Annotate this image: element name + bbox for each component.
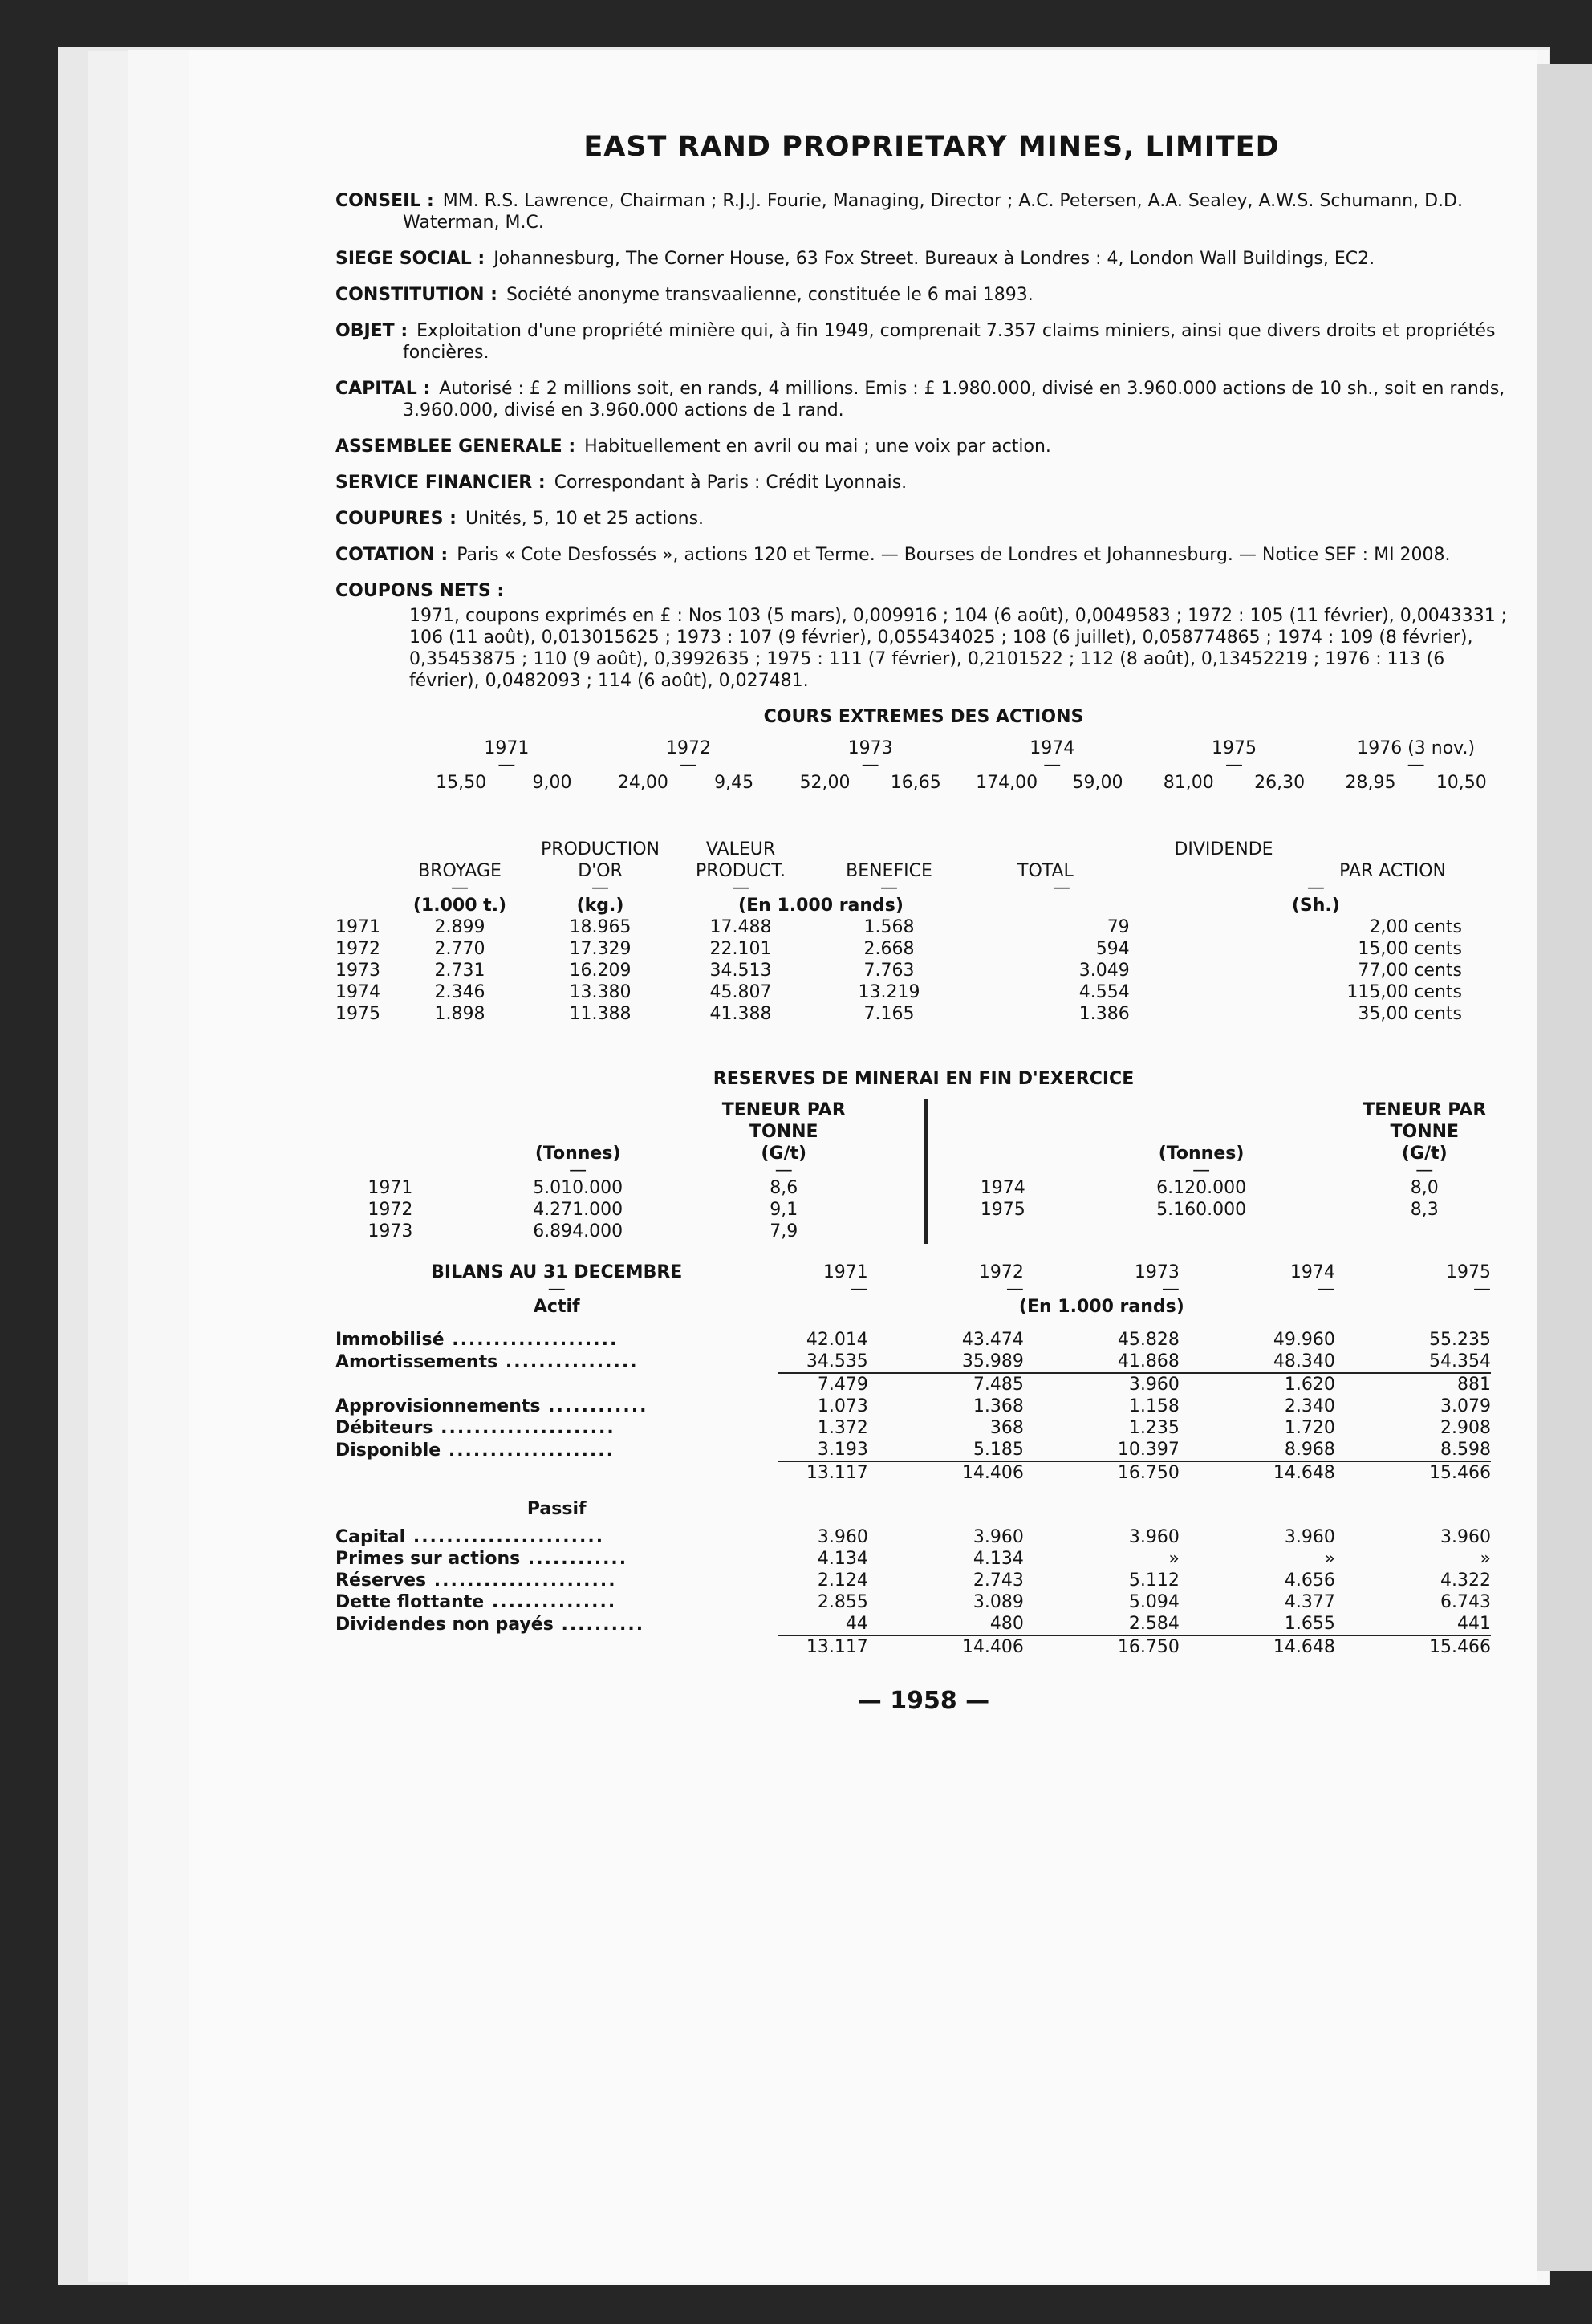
bilan-value: 2.743 <box>973 1570 1024 1591</box>
bilan-value: 7.479 <box>817 1375 868 1395</box>
actif-row <box>335 1329 1491 1351</box>
bilan-value: 1.073 <box>817 1396 868 1416</box>
bilan-value: 43.474 <box>961 1330 1024 1350</box>
reserve-teneur: 8,6 <box>770 1178 798 1198</box>
production-row <box>335 960 1478 981</box>
info-assemblee: ASSEMBLEE GENERALE : Habituellement en avril ou mai ; une voix par action. <box>335 437 1051 457</box>
bilan-label: Capital ....................... <box>335 1527 605 1547</box>
bilan-value: 2.124 <box>817 1570 868 1591</box>
bilan-value: 1.655 <box>1284 1614 1335 1634</box>
cours-value: 52,00 <box>799 773 851 793</box>
info-paragraphs <box>335 190 1512 692</box>
info-coupures: COUPURES : Unités, 5, 10 et 25 actions. <box>335 509 705 529</box>
dot-leader: .......... <box>553 1614 645 1635</box>
unit-money: (En 1.000 rands) <box>738 896 904 916</box>
actif-row <box>335 1417 1491 1439</box>
bilan-value: 1.372 <box>817 1418 868 1438</box>
col-dividende: DIVIDENDE <box>1174 839 1273 859</box>
reserves-col-teneur-right: TENEUR PAR TONNE <box>1363 1100 1487 1142</box>
info-capital: CAPITAL : Autorisé : £ 2 millions soit, en rands, 4 millions. Emis : £ 1.980.000, divisé en 3.960.000 actions de 10 sh., soit en rands, 3.960.000, divisé en 3.960.000 actions de 1 rand. <box>335 379 1505 421</box>
cell-par-action: 35,00 cents <box>1358 1004 1462 1024</box>
reserve-year: 1972 <box>368 1200 413 1220</box>
bilan-value: 2.340 <box>1284 1396 1335 1416</box>
cell-broyage: 2.346 <box>434 982 485 1002</box>
bilan-value: » <box>1480 1549 1491 1569</box>
reserves-right-table: (Tonnes) TENEUR PAR TONNE (G/t) — — 1974 6.120.000 8,0 1975 5.160.000 8,3 <box>953 1099 1499 1221</box>
bilan-value: 3.960 <box>1128 1375 1180 1395</box>
page-number: — 1958 — <box>857 1687 990 1715</box>
bilans-year: 1974 <box>1289 1262 1335 1282</box>
cell-benefice: 1.568 <box>863 917 915 937</box>
dot-leader: ................ <box>497 1351 639 1372</box>
dot-leader: ............... <box>484 1592 617 1612</box>
cours-value: 24,00 <box>617 773 668 793</box>
cours-heading: COURS EXTREMES DES ACTIONS <box>763 707 1084 727</box>
bilan-value: 14.406 <box>961 1637 1024 1657</box>
reserves-col-tonnes-right: (Tonnes) <box>1158 1144 1245 1164</box>
bilan-value: 3.193 <box>817 1440 868 1460</box>
reserve-year: 1974 <box>980 1178 1025 1198</box>
cell-benefice: 2.668 <box>863 939 915 959</box>
reserve-year: 1971 <box>368 1178 413 1198</box>
cell-par-action: 115,00 cents <box>1346 982 1462 1002</box>
col-benefice: BENEFICE <box>846 861 932 881</box>
bilan-value: 441 <box>1457 1614 1491 1634</box>
reserve-row <box>953 1199 1499 1221</box>
reserve-teneur: 7,9 <box>770 1221 798 1241</box>
passif-total-row <box>335 1636 1491 1658</box>
reserves-col-unit: (G/t) <box>761 1144 807 1164</box>
bilan-label: Primes sur actions ............ <box>335 1549 628 1569</box>
facing-page-edge <box>1533 64 1592 2271</box>
bilan-value: 15.466 <box>1429 1463 1491 1483</box>
bilan-value: 14.648 <box>1273 1637 1335 1657</box>
reserves-col-teneur: TENEUR PAR TONNE <box>721 1100 846 1142</box>
bilan-value: 3.960 <box>1440 1527 1491 1547</box>
cours-value: 81,00 <box>1163 773 1214 793</box>
reserve-tonnes: 4.271.000 <box>533 1200 623 1220</box>
cell-benefice: 13.219 <box>858 982 920 1002</box>
row-year: 1971 <box>335 917 380 937</box>
col-production: PRODUCTION D'OR <box>541 839 660 881</box>
col-par-action: PAR ACTION <box>1339 861 1446 881</box>
bilan-value: 1.158 <box>1128 1396 1180 1416</box>
col-valeur: VALEUR PRODUCT. <box>695 839 786 881</box>
production-row <box>335 1003 1478 1025</box>
bilan-value: 2.908 <box>1440 1418 1491 1438</box>
reserve-tonnes: 6.120.000 <box>1156 1178 1247 1198</box>
bilan-value: 35.989 <box>961 1351 1024 1371</box>
bilan-value: 4.656 <box>1284 1570 1335 1591</box>
cell-production: 11.388 <box>569 1004 632 1024</box>
bilan-value: 45.828 <box>1117 1330 1180 1350</box>
actif-net-row <box>335 1374 1491 1396</box>
reserves-heading: RESERVES DE MINERAI EN FIN D'EXERCICE <box>713 1069 1135 1089</box>
bilan-label: Immobilisé .................... <box>335 1330 619 1350</box>
bilan-value: 49.960 <box>1273 1330 1335 1350</box>
actif-row <box>335 1396 1491 1417</box>
bilan-value: 1.368 <box>973 1396 1024 1416</box>
cell-total: 3.049 <box>1078 961 1130 981</box>
dot-leader: .................... <box>441 1440 615 1461</box>
bilan-label: Approvisionnements ............ <box>335 1396 648 1416</box>
passif-label: Passif <box>526 1499 587 1519</box>
bilan-value: 7.485 <box>973 1375 1024 1395</box>
cell-par-action: 2,00 cents <box>1369 917 1462 937</box>
dot-leader: ....................... <box>405 1527 605 1547</box>
bilan-value: 480 <box>989 1614 1024 1634</box>
info-service: SERVICE FINANCIER : Correspondant à Paris : Crédit Lyonnais. <box>335 473 908 493</box>
bilan-value: 3.960 <box>1128 1527 1180 1547</box>
bilan-value: 13.117 <box>806 1463 868 1483</box>
cell-broyage: 2.731 <box>434 961 485 981</box>
bilan-value: 6.743 <box>1440 1592 1491 1612</box>
bilan-value: 41.868 <box>1117 1351 1180 1371</box>
bilan-value: 5.112 <box>1128 1570 1180 1591</box>
bilan-value: 48.340 <box>1273 1351 1335 1371</box>
bilans-year: 1971 <box>822 1262 868 1282</box>
reserve-row <box>335 1221 857 1242</box>
bilan-value: 14.648 <box>1273 1463 1335 1483</box>
unit-production: (kg.) <box>576 896 624 916</box>
cours-value: 26,30 <box>1254 773 1306 793</box>
cours-year: 1974 <box>1030 738 1075 758</box>
actif-row <box>335 1439 1491 1461</box>
bilan-label: Disponible .................... <box>335 1440 615 1461</box>
info-siege: SIEGE SOCIAL : Johannesburg, The Corner House, 63 Fox Street. Bureaux à Londres : 4, London Wall Buildings, EC2. <box>335 249 1375 269</box>
bilan-value: 4.134 <box>817 1549 868 1569</box>
bilan-value: 3.960 <box>817 1527 868 1547</box>
dot-leader: ..................... <box>433 1418 615 1438</box>
bilan-label: Réserves ...................... <box>335 1570 617 1591</box>
cours-value: 59,00 <box>1072 773 1123 793</box>
cours-value: 174,00 <box>976 773 1038 793</box>
cell-par-action: 77,00 cents <box>1358 961 1462 981</box>
cell-broyage: 2.899 <box>434 917 485 937</box>
bilans-year: 1972 <box>978 1262 1024 1282</box>
cours-table: 1971 1972 1973 1974 1975 1976 (3 nov.) — — — — — — 15,50 9,00 24,00 9,45 52,00 16,65 174,00 59,00 81,00 26,30 28,95 10,50 <box>416 737 1507 794</box>
bilan-value: 10.397 <box>1117 1440 1180 1460</box>
cours-year: 1976 (3 nov.) <box>1357 738 1476 758</box>
bilan-value: 8.968 <box>1284 1440 1335 1460</box>
bilan-value: 42.014 <box>806 1330 868 1350</box>
bilan-value: 5.094 <box>1128 1592 1180 1612</box>
passif-row <box>335 1526 1491 1548</box>
bilan-value: 16.750 <box>1117 1463 1180 1483</box>
bilan-label: Dette flottante ............... <box>335 1592 617 1612</box>
cours-value: 28,95 <box>1345 773 1396 793</box>
cours-value: 9,00 <box>532 773 572 793</box>
cours-value: 16,65 <box>890 773 941 793</box>
bilan-label <box>335 1374 778 1396</box>
reserves-left-table: (Tonnes) TENEUR PAR TONNE (G/t) — — 1971 5.010.000 8,6 1972 4.271.000 9,1 1973 6.894.000 7,9 <box>335 1099 857 1242</box>
reserve-teneur: 9,1 <box>770 1200 798 1220</box>
bilan-value: 14.406 <box>961 1463 1024 1483</box>
bilan-label: Débiteurs ..................... <box>335 1418 615 1438</box>
cours-value: 10,50 <box>1436 773 1487 793</box>
cell-benefice: 7.763 <box>863 961 915 981</box>
info-objet: OBJET : Exploitation d'une propriété minière qui, à fin 1949, comprenait 7.357 claims miniers, ainsi que divers droits et propriétés foncières. <box>335 321 1496 363</box>
bilans-year: 1973 <box>1134 1262 1180 1282</box>
production-table: BROYAGE PRODUCTION D'OR VALEUR PRODUCT. BENEFICE DIVIDENDE TOTAL PAR ACTION — — — — — — (1.000 t.) (kg.) (En 1.000 rands) (Sh.) 1971 2.899 18.965 17.488 1.568 79 2,00 cents 1972 2.770 17.329 22.101 2.668 594 15,00 cents 1973 2.731 16.209 34.513 7.763 3.049 77,00 cents 1974 2.346 13.380 45.807 13.219 4.554 115,00 cents 1975 1.898 11.388 41.388 7.165 1.386 35,00 cents <box>335 839 1478 1025</box>
bilan-value: 34.535 <box>806 1351 868 1371</box>
actif-label: Actif <box>533 1297 580 1317</box>
bilan-label <box>335 1636 778 1658</box>
bilan-value: 1.720 <box>1284 1418 1335 1438</box>
reserves-col-unit-right: (G/t) <box>1401 1144 1448 1164</box>
bilan-value: 2.855 <box>817 1592 868 1612</box>
info-cotation: COTATION : Paris « Cote Desfossés », actions 120 et Terme. — Bourses de Londres et Johannesburg. — Notice SEF : MI 2008. <box>335 545 1451 565</box>
cell-production: 16.209 <box>569 961 632 981</box>
cours-value: 9,45 <box>714 773 754 793</box>
cours-year: 1971 <box>484 738 530 758</box>
passif-row <box>335 1548 1491 1570</box>
reserve-tonnes: 5.160.000 <box>1156 1200 1247 1220</box>
bilan-value: » <box>1168 1549 1180 1569</box>
bilan-label <box>335 1462 778 1484</box>
bilan-value: 16.750 <box>1117 1637 1180 1657</box>
bilan-value: 8.598 <box>1440 1440 1491 1460</box>
cell-broyage: 2.770 <box>434 939 485 959</box>
bilan-value: 55.235 <box>1429 1330 1491 1350</box>
dot-leader: ............ <box>540 1396 648 1416</box>
cell-par-action: 15,00 cents <box>1358 939 1462 959</box>
cell-total: 4.554 <box>1078 982 1130 1002</box>
cell-valeur: 45.807 <box>709 982 772 1002</box>
reserve-teneur: 8,0 <box>1410 1178 1439 1198</box>
row-year: 1974 <box>335 982 380 1002</box>
production-row <box>335 981 1478 1003</box>
passif-row <box>335 1591 1491 1613</box>
reserve-year: 1975 <box>980 1200 1025 1220</box>
production-row <box>335 916 1478 938</box>
dot-leader: ...................... <box>426 1570 617 1591</box>
reserve-row <box>335 1199 857 1221</box>
reserve-year: 1973 <box>368 1221 413 1241</box>
reserve-teneur: 8,3 <box>1410 1200 1439 1220</box>
passif-row <box>335 1613 1491 1635</box>
row-year: 1972 <box>335 939 380 959</box>
bilan-value: 13.117 <box>806 1637 868 1657</box>
bilan-value: 3.089 <box>973 1592 1024 1612</box>
bilan-value: 2.584 <box>1128 1614 1180 1634</box>
bilan-value: 4.322 <box>1440 1570 1491 1591</box>
actif-total-row <box>335 1462 1491 1484</box>
bilans-unit: (En 1.000 rands) <box>1018 1297 1184 1317</box>
company-title: EAST RAND PROPRIETARY MINES, LIMITED <box>583 131 1280 163</box>
bilan-value: 881 <box>1457 1375 1491 1395</box>
dot-leader: ............ <box>520 1549 628 1569</box>
cell-valeur: 34.513 <box>709 961 772 981</box>
bilan-value: 4.377 <box>1284 1592 1335 1612</box>
reserve-row <box>953 1177 1499 1199</box>
cours-value: 15,50 <box>436 773 487 793</box>
page-content <box>335 131 1512 1715</box>
dot-leader: .................... <box>444 1330 619 1350</box>
bilan-value: 3.079 <box>1440 1396 1491 1416</box>
bilan-value: 54.354 <box>1429 1351 1491 1371</box>
bilan-value: 4.134 <box>973 1549 1024 1569</box>
bilan-value: 5.185 <box>973 1440 1024 1460</box>
reserves-col-tonnes: (Tonnes) <box>534 1144 621 1164</box>
cell-production: 13.380 <box>569 982 632 1002</box>
cours-year: 1972 <box>665 738 711 758</box>
cell-valeur: 22.101 <box>709 939 772 959</box>
cell-valeur: 17.488 <box>709 917 772 937</box>
unit-sh: (Sh.) <box>1291 896 1340 916</box>
bilan-value: » <box>1324 1549 1335 1569</box>
bilan-value: 3.960 <box>973 1527 1024 1547</box>
unit-broyage: (1.000 t.) <box>412 896 507 916</box>
reserve-tonnes: 5.010.000 <box>533 1178 623 1198</box>
row-year: 1975 <box>335 1004 380 1024</box>
col-broyage: BROYAGE <box>418 861 502 881</box>
reserve-tonnes: 6.894.000 <box>533 1221 623 1241</box>
bilan-value: 44 <box>845 1614 868 1634</box>
production-row <box>335 938 1478 960</box>
passif-row <box>335 1570 1491 1591</box>
cell-production: 17.329 <box>569 939 632 959</box>
cours-year: 1973 <box>847 738 893 758</box>
bilan-value: 368 <box>989 1418 1024 1438</box>
cell-broyage: 1.898 <box>434 1004 485 1024</box>
info-constitution: CONSTITUTION : Société anonyme transvaalienne, constituée le 6 mai 1893. <box>335 285 1034 305</box>
bilan-value: 1.620 <box>1284 1375 1335 1395</box>
reserve-row <box>335 1177 857 1199</box>
reserves-divider <box>924 1099 928 1244</box>
reserves-block <box>335 1099 1512 1260</box>
cell-total: 1.386 <box>1078 1004 1130 1024</box>
coupons-label: COUPONS NETS : <box>335 581 505 601</box>
bilans-year: 1975 <box>1446 1262 1491 1282</box>
bilan-label: Amortissements ................ <box>335 1351 639 1372</box>
bilan-value: 15.466 <box>1429 1637 1491 1657</box>
cell-production: 18.965 <box>569 917 632 937</box>
cell-total: 594 <box>1095 939 1130 959</box>
cell-benefice: 7.165 <box>863 1004 915 1024</box>
info-conseil: CONSEIL : MM. R.S. Lawrence, Chairman ; R.J.J. Fourie, Managing, Director ; A.C. Petersen, A.A. Sealey, A.W.S. Schumann, D.D. Waterman, M.C. <box>335 191 1463 233</box>
bilan-label: Dividendes non payés .......... <box>335 1614 645 1635</box>
cell-total: 79 <box>1107 917 1130 937</box>
coupons-text: 1971, coupons exprimés en £ : Nos 103 (5 mars), 0,009916 ; 104 (6 août), 0,0049583 ; 1972 : 105 (11 février), 0,0043331 ; 106 (11 août), 0,013015625 ; 1973 : 107 (9 février), 0,055434025 ; 108 (6 juillet), 0,058774865 ; 1974 : 109 (8 février), 0,35453875 ; 110 (9 août), 0,3992635 ; 1975 : 111 (7 février), 0,2101522 ; 112 (8 août), 0,13452219 ; 1976 : 113 (6 février), 0,0482093 ; 114 (6 août), 0,027481. <box>409 606 1508 691</box>
cours-year: 1975 <box>1211 738 1257 758</box>
bilans-table: BILANS AU 31 DECEMBRE 1971 1972 1973 1974 1975 — — — — — — Actif (En 1.000 rands) Immobilisé .................... 42.014 43.474 45.828 49.960 55.235 Amortissements ................ 34.535 35.989 41.868 48.340 54.354 7.479 7.485 3.960 1.620 881 Approvisionnements ............ 1.073 1.368 1.158 2.340 3.079 Débiteurs ..................... 1.372 368 1.235 1.720 2.908 Disponible .................... 3.193 5.185 10.397 8.968 8.598 13.117 14.406 16.750 14.648 15.466 Passif Capital ....................... 3.960 3.960 3.960 3.960 3.960 Primes sur actions ............ 4.134 4.134 » » » Réserves ...................... 2.124 2.743 5.112 4.656 4.322 Dette flottante ............... 2.855 3.089 5.094 4.377 6.743 Dividendes non payés .......... 44 480 2.584 1.655 441 13.117 14.406 16.750 14.648 15.466 <box>335 1262 1491 1657</box>
row-year: 1973 <box>335 961 380 981</box>
bilans-heading: BILANS AU 31 DECEMBRE <box>431 1262 683 1282</box>
actif-row <box>335 1351 1491 1373</box>
col-total: TOTAL <box>1017 861 1074 881</box>
bilan-value: 1.235 <box>1128 1418 1180 1438</box>
bilan-value: 3.960 <box>1284 1527 1335 1547</box>
cell-valeur: 41.388 <box>709 1004 772 1024</box>
